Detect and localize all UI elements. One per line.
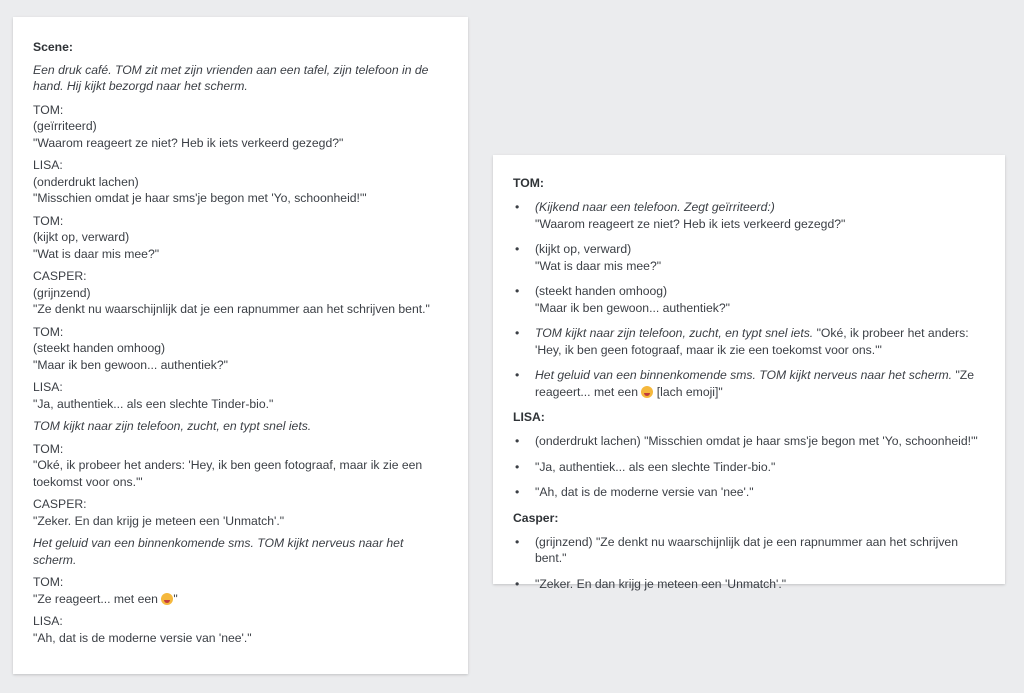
list-item: • (grijnzend) "Ze denkt nu waarschijnlijk dat je een rapnummer aan het schrijven bent." <box>513 534 985 567</box>
dialogue-text: "Ze reageert... met een <box>33 591 158 606</box>
dialogue-text: "Waarom reageert ze niet? Heb ik iets verkeerd gezegd?" <box>535 216 846 231</box>
tom-list <box>513 199 985 400</box>
dialogue-block <box>33 379 448 412</box>
parenthetical: (geïrriteerd) <box>33 119 97 133</box>
stage-direction: TOM kijkt naar zijn telefoon, zucht, en typt snel iets. <box>535 326 814 340</box>
dialogue-block <box>33 574 448 607</box>
scene-description-block <box>33 62 448 95</box>
action-block <box>33 535 448 568</box>
dialogue-text: "Oké, ik probeer het anders: 'Hey, ik ben geen fotograaf, maar ik zie een toekomst voor ons.'" <box>535 326 969 357</box>
dialogue-text-end: " <box>173 591 178 606</box>
speaker: TOM: <box>33 213 64 228</box>
speaker: TOM: <box>33 441 64 456</box>
dialogue-block <box>33 268 448 318</box>
stage-direction: (Kijkend naar een telefoon. Zegt geïrriteerd:) <box>535 200 775 214</box>
speaker: TOM: <box>33 102 64 117</box>
dialogue-block <box>33 441 448 491</box>
list-item: • "Zeker. En dan krijg je meteen een 'Unmatch'." <box>513 576 985 593</box>
parenthetical: (grijnzend) <box>33 285 91 300</box>
list-item <box>513 199 985 232</box>
dialogue-text: "Maar ik ben gewoon... authentiek?" <box>535 300 730 315</box>
casper-list <box>513 534 985 593</box>
scene-description: Een druk café. TOM zit met zijn vrienden aan een tafel, zijn telefoon in de hand. Hij kijkt bezorgd naar het scherm. <box>33 62 429 93</box>
section-heading-lisa: LISA: <box>513 410 545 424</box>
speaker: LISA: <box>33 158 63 172</box>
action-block <box>33 418 448 435</box>
list-item: • "Ja, authentiek... als een slechte Tinder-bio." <box>513 459 985 476</box>
dialogue-line: "Zeker. En dan krijg je meteen een 'Unmatch'." <box>33 513 285 528</box>
lisa-list <box>513 433 985 501</box>
parenthetical: (onderdrukt lachen) <box>33 174 139 189</box>
speaker: LISA: <box>33 614 63 628</box>
dialogue-line: "Maar ik ben gewoon... authentiek?" <box>33 357 228 372</box>
speaker: TOM: <box>33 575 64 589</box>
dialogue-line: "Ze denkt nu waarschijnlijk dat je een rapnummer aan het schrijven bent." <box>33 302 430 316</box>
dialogue-line-with-emoji <box>33 591 448 608</box>
dialogue-block <box>33 613 448 646</box>
dialogue-text: "Wat is daar mis mee?" <box>535 258 662 273</box>
list-item <box>513 241 985 274</box>
laughing-emoji-icon <box>161 593 173 605</box>
dialogue-line: "Ah, dat is de moderne versie van 'nee'." <box>33 630 252 645</box>
scene-label: Scene: <box>33 40 73 54</box>
dialogue-text: "Ze reageert... met een <box>535 368 975 399</box>
dialogue-line: "Misschien omdat je haar sms'je begon met 'Yo, schoonheid!'" <box>33 191 367 205</box>
dialogue-line: "Ja, authentiek... als een slechte Tinder-bio." <box>33 396 274 411</box>
dialogue-block <box>33 102 448 152</box>
emoji-description: [lach emoji]" <box>653 384 723 399</box>
list-item <box>513 325 985 358</box>
laughing-emoji-icon <box>641 386 653 398</box>
action-line: TOM kijkt naar zijn telefoon, zucht, en typt snel iets. <box>33 419 312 433</box>
parenthetical: (kijkt op, verward) <box>535 242 632 256</box>
parenthetical: (kijkt op, verward) <box>33 230 130 244</box>
script-card-left <box>13 17 468 674</box>
dialogue-line: "Waarom reageert ze niet? Heb ik iets verkeerd gezegd?" <box>33 135 344 150</box>
speaker: CASPER: <box>33 497 87 511</box>
parenthetical: (steekt handen omhoog) <box>33 341 166 355</box>
dialogue-block <box>33 324 448 374</box>
action-line: Het geluid van een binnenkomende sms. TOM kijkt nerveus naar het scherm. <box>33 536 404 567</box>
list-item: • "Ah, dat is de moderne versie van 'nee'." <box>513 484 985 501</box>
scene-block <box>33 39 448 56</box>
list-item: • (onderdrukt lachen) "Misschien omdat je haar sms'je begon met 'Yo, schoonheid!'" <box>513 433 985 450</box>
section-heading-casper: Casper: <box>513 510 559 525</box>
speaker: LISA: <box>33 380 63 394</box>
parenthetical: (steekt handen omhoog) <box>535 284 668 298</box>
list-item <box>513 283 985 316</box>
dialogue-block <box>33 157 448 207</box>
section-heading-tom: TOM: <box>513 176 544 190</box>
dialogue-block <box>33 496 448 529</box>
dialogue-line: "Wat is daar mis mee?" <box>33 246 160 261</box>
script-card-right <box>493 155 1005 591</box>
list-item <box>513 367 985 400</box>
stage-direction: Het geluid van een binnenkomende sms. TOM kijkt nerveus naar het scherm. <box>535 368 953 382</box>
dialogue-line: "Oké, ik probeer het anders: 'Hey, ik ben geen fotograaf, maar ik zie een toekomst voor ons.'" <box>33 458 423 489</box>
speaker: TOM: <box>33 324 64 339</box>
speaker: CASPER: <box>33 269 87 283</box>
dialogue-block <box>33 213 448 263</box>
